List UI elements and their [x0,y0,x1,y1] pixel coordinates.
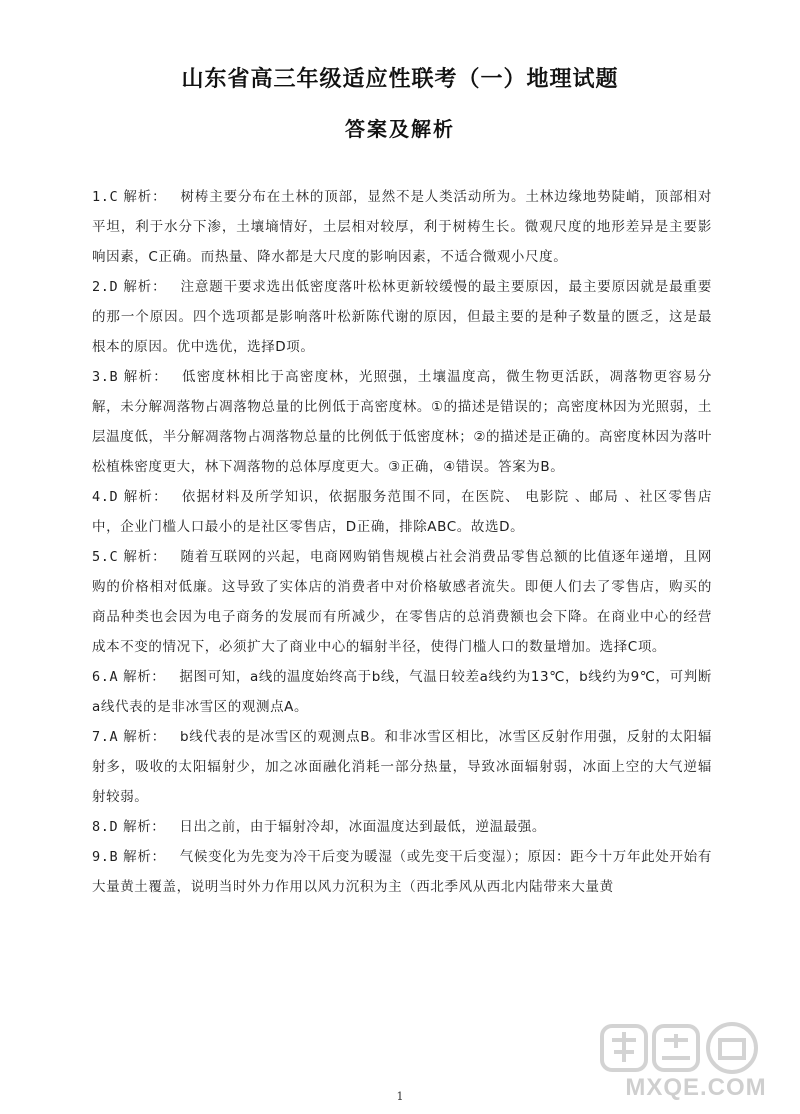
answer-number: 8.D [92,819,119,835]
page-subtitle: 答案及解析 [345,117,455,141]
answer-label: 解析： [123,549,167,565]
answer-item-4 [92,482,712,542]
answer-label: 解析： [123,729,166,745]
answer-label: 解析： [123,669,166,685]
answer-text: 随着互联网的兴起，电商网购销售规模占社会消费品零售总额的比值逐年递增，且网购的价格相对低廉。这导致了实体店的消费者中对价格敏感者流失。即便人们去了零售店，购买的商品种类也会因为电子商务的发展而有所减少，在零售店的总消费额也会下降。在商业中心的经营成本不变的情况下，必须扩大了商业中心的辐射半径，使得门槛人口的数量增加。选择C项。 [92,549,712,655]
answer-text: 气候变化为先变为冷干后变为暖湿（或先变干后变湿）；原因：距今十万年此处开始有大量黄土覆盖，说明当时外力作用以风力沉积为主（西北季风从西北内陆带来大量黄 [92,849,712,895]
answer-item-9 [92,842,712,902]
answer-number: 6.A [92,669,119,685]
answer-text: 据图可知，a线的温度始终高于b线，气温日较差a线约为13℃，b线约为9℃，可判断a线代表的是非冰雪区的观测点A。 [92,669,712,715]
answer-item-1 [92,182,712,272]
watermark-logo-icon [598,1018,794,1078]
answer-number: 5.C [92,549,119,565]
answer-text: 低密度林相比于高密度林，光照强，土壤温度高，微生物更活跃，凋落物更容易分解，未分解凋落物占凋落物总量的比例低于高密度林。①的描述是错误的；高密度林因为光照弱，土层温度低，半分解凋落物占凋落物总量的比例低于低密度林；②的描述是正确的。高密度林因为落叶松植株密度更大，林下凋落物的总体厚度更大。③正确，④错误。答案为B。 [92,369,712,475]
answer-list [92,182,712,902]
answer-label: 解析： [123,489,168,505]
answer-label: 解析： [123,819,166,835]
answer-number: 9.B [92,849,119,865]
answer-label: 解析： [123,279,167,295]
answer-item-7 [92,722,712,812]
answer-label: 解析： [123,189,167,205]
answer-text: b线代表的是冰雪区的观测点B。和非冰雪区相比，冰雪区反射作用强，反射的太阳辐射多，吸收的太阳辐射少，加之冰面融化消耗一部分热量，导致冰面辐射弱，冰面上空的大气逆辐射较弱。 [92,729,712,805]
answer-number: 7.A [92,729,119,745]
answer-text: 树梼主要分布在土林的顶部，显然不是人类活动所为。土林边缘地势陡峭，顶部相对平坦，利于水分下渗，土壤墒情好，土层相对较厚，利于树梼生长。微观尺度的地形差异是主要影响因素，C正确。而热量、降水都是大尺度的影响因素，不适合微观小尺度。 [92,189,712,265]
answer-item-5 [92,542,712,662]
answer-item-3 [92,362,712,482]
answer-text: 依据材料及所学知识，依据服务范围不同，在医院、 电影院 、邮局 、社区零售店中，企业门槛人口最小的是社区零售店，D正确，排除ABC。故选D。 [92,489,712,535]
page-number: 1 [396,1090,404,1103]
answer-number: 3.B [92,369,119,385]
answer-text: 日出之前，由于辐射冷却，冰面温度达到最低，逆温最强。 [179,819,547,835]
answer-item-6 [92,662,712,722]
answer-number: 2.D [92,279,119,295]
answer-number: 1.C [92,189,119,205]
answer-item-2 [92,272,712,362]
watermark-text: MXQE.COM [625,1074,767,1101]
answer-label: 解析： [123,849,166,865]
page-title: 山东省高三年级适应性联考（一）地理试题 [181,67,619,92]
answer-item-8 [92,812,712,842]
answer-label: 解析： [123,369,168,385]
answer-number: 4.D [92,489,119,505]
answer-text: 注意题干要求选出低密度落叶松林更新较缓慢的最主要原因，最主要原因就是最重要的那一个原因。四个选项都是影响落叶松新陈代谢的原因，但最主要的是种子数量的匮乏，这是最根本的原因。优中选优，选择D项。 [92,279,712,355]
